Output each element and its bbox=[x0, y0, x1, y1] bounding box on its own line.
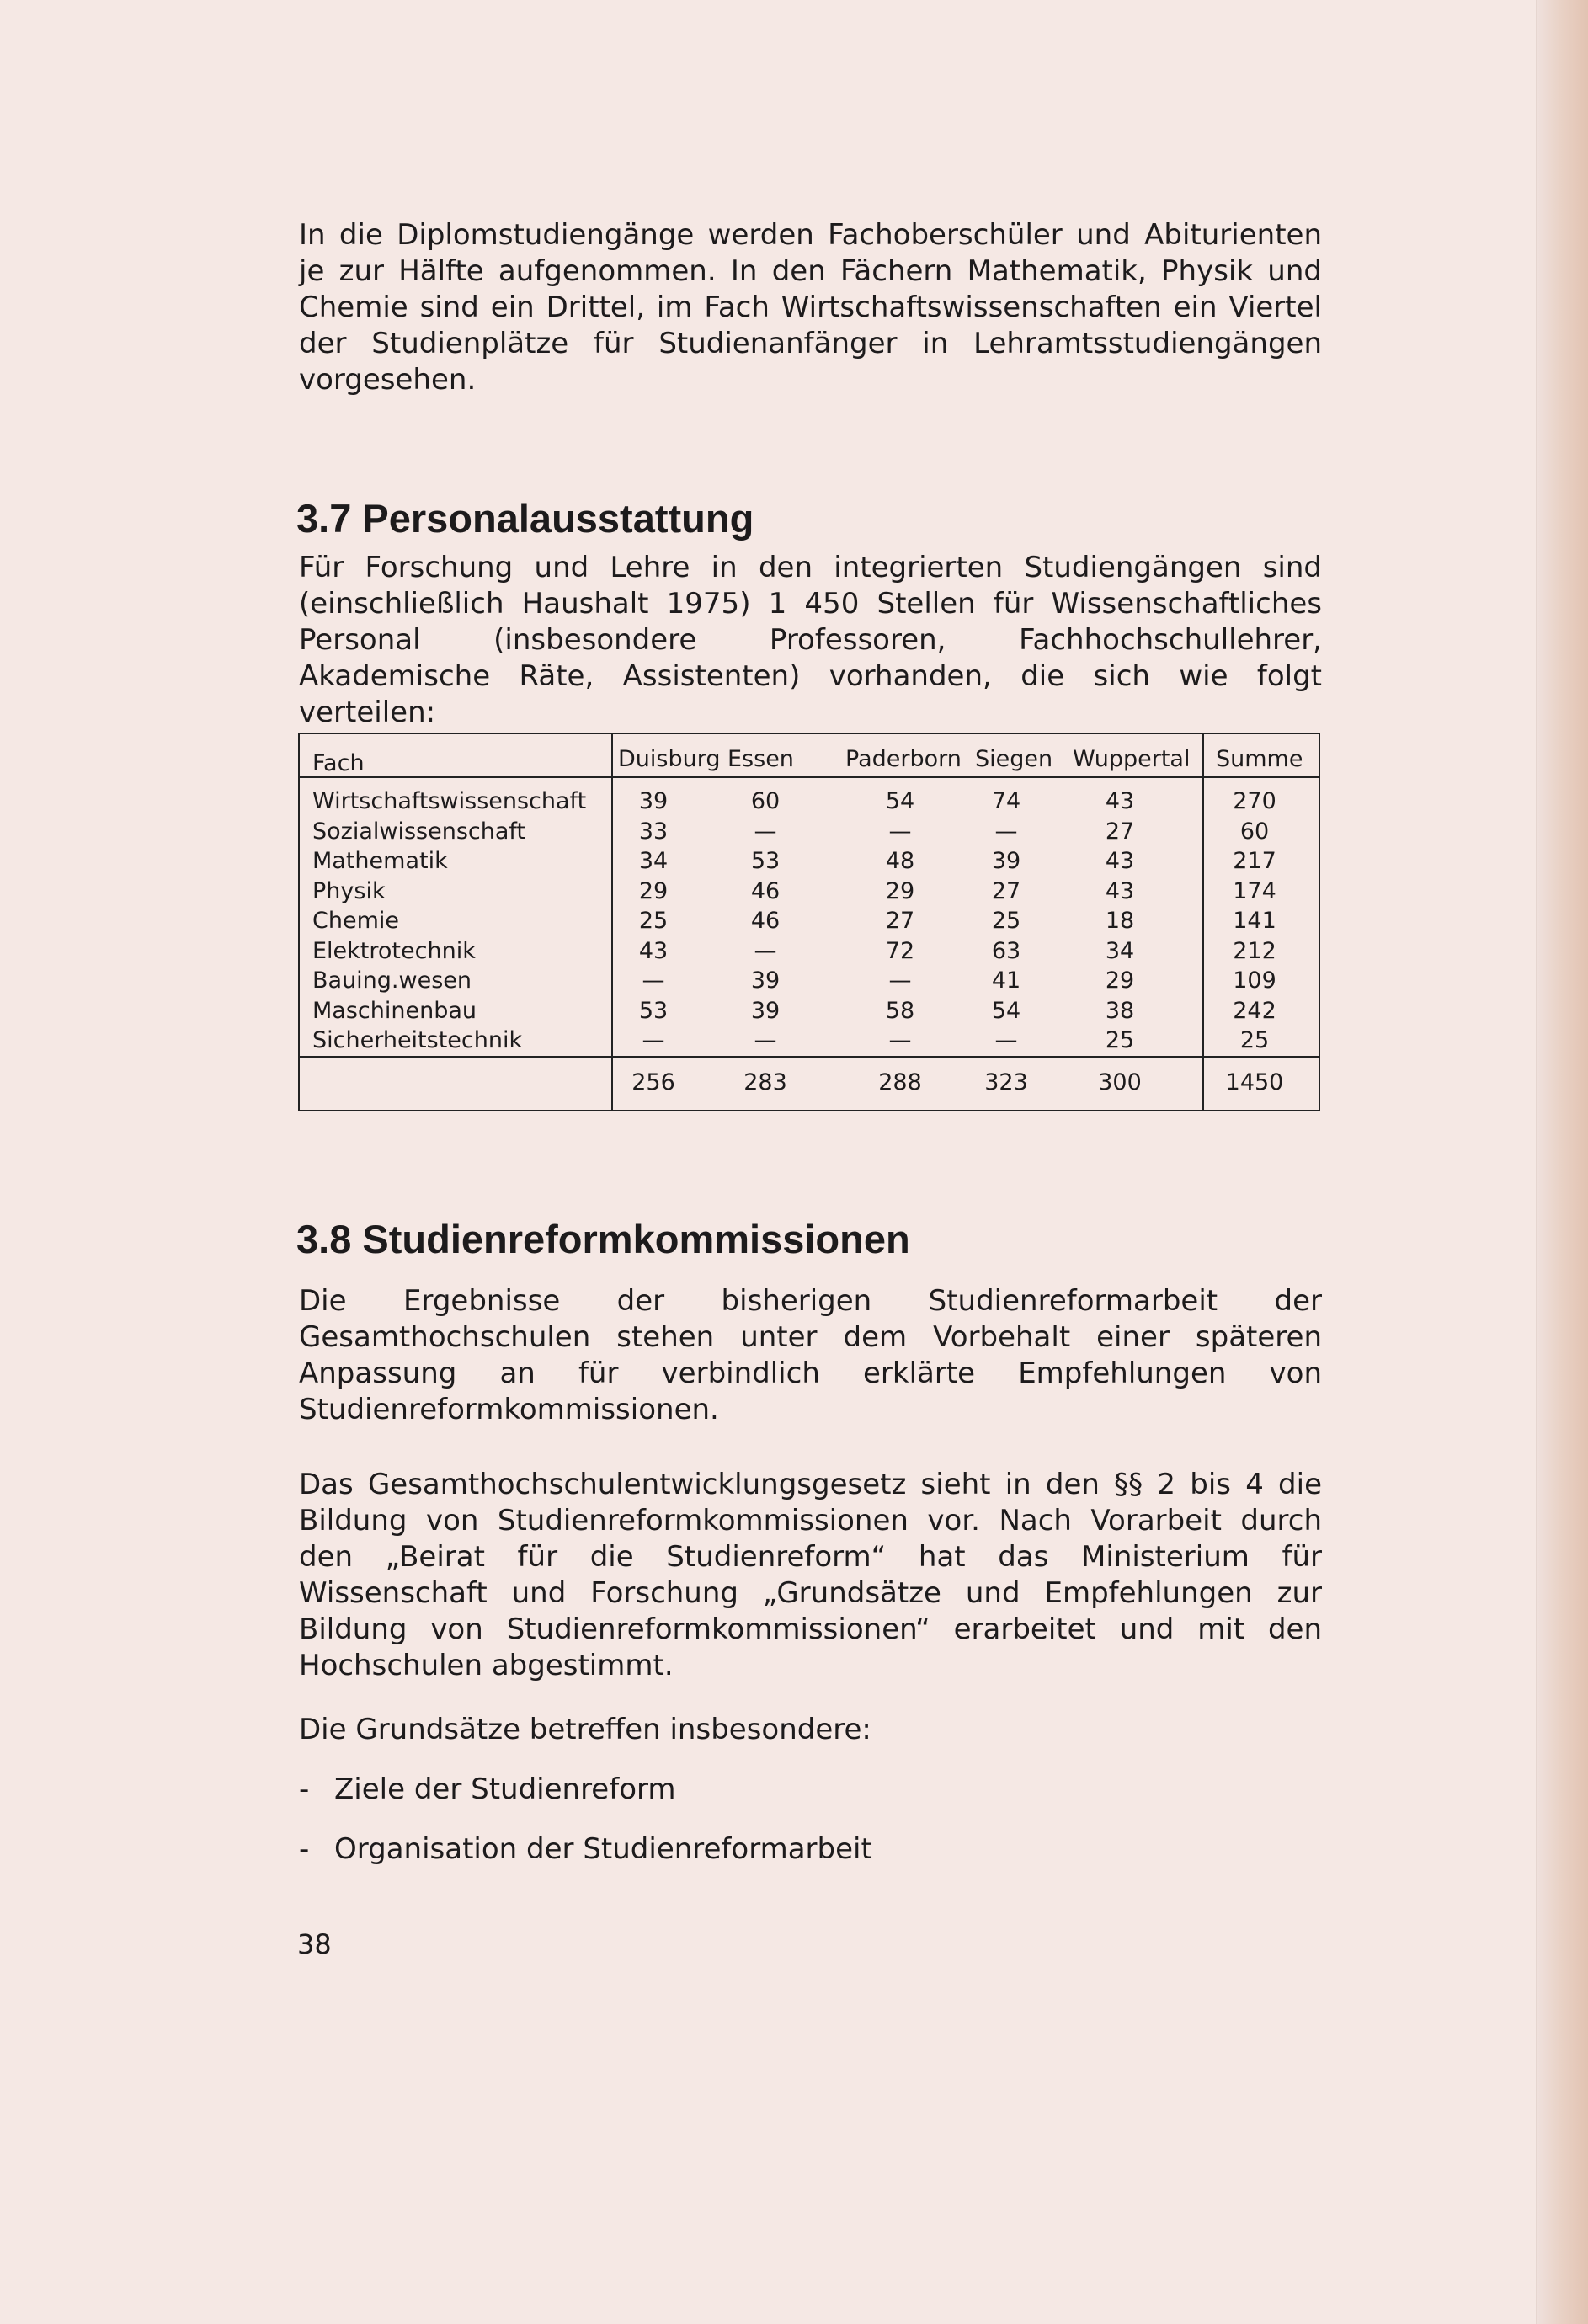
bullet-item bbox=[299, 1831, 872, 1868]
header-summe: Summe bbox=[1216, 746, 1303, 772]
cell-summe: 141 bbox=[1233, 908, 1276, 934]
cell-essen: 60 bbox=[750, 788, 781, 814]
cell-wuppertal: 25 bbox=[1105, 1027, 1135, 1053]
cell-fach: Sozialwissenschaft bbox=[312, 818, 526, 845]
cell-paderborn: 29 bbox=[885, 877, 915, 904]
heading-studienreformkommissionen: 3.8 Studienreformkommissionen bbox=[296, 1217, 910, 1261]
bullet-marker: - bbox=[299, 1772, 310, 1806]
bullet-item bbox=[299, 1772, 676, 1808]
cell-paderborn: 58 bbox=[885, 997, 915, 1024]
cell-fach: Maschinenbau bbox=[312, 997, 477, 1024]
cell-summe: 25 bbox=[1239, 1027, 1270, 1053]
bullet-text: Organisation der Studienreformarbeit bbox=[334, 1832, 872, 1866]
reform-paragraph-1: Die Ergebnisse der bisherigen Studienreformarbeit der Gesamthochschulen stehen unter dem Vorbehalt einer späteren Anpassung an für verbindlich erklärte Empfehlungen von Studienreformkommissionen. bbox=[299, 1284, 1322, 1426]
cell-fach: Mathematik bbox=[312, 848, 448, 874]
cell-essen: 39 bbox=[750, 997, 781, 1024]
total-summe: 1450 bbox=[1225, 1069, 1284, 1095]
cell-duisburg: — bbox=[642, 1027, 665, 1053]
cell-siegen: 39 bbox=[991, 848, 1021, 874]
header-paderborn: Paderborn bbox=[845, 746, 962, 772]
cell-wuppertal: 29 bbox=[1105, 967, 1135, 994]
cell-paderborn: — bbox=[888, 967, 912, 994]
cell-wuppertal: 27 bbox=[1105, 818, 1135, 845]
personal-paragraph: Für Forschung und Lehre in den integrierten Studiengängen sind (einschließlich Haushalt 1975) 1 450 Stellen für Wissenschaftliches Personal (insbesondere Professoren, Fachhochschullehrer, Akademische Räte, Assistenten) vorhanden, die sich wie folgt verteilen: bbox=[299, 551, 1322, 729]
page-edge bbox=[1536, 0, 1588, 2324]
table-row bbox=[300, 906, 1319, 936]
table-row bbox=[300, 817, 1319, 847]
total-duisburg: 256 bbox=[631, 1069, 675, 1095]
intro-paragraph: In die Diplomstudiengänge werden Fachoberschüler und Abiturienten je zur Hälfte aufgenommen. In den Fächern Mathematik, Physik und Chemie sind ein Drittel, im Fach Wirtschaftswissenschaften ein Viertel der Studienplätze für Studienanfänger in Lehramtsstudiengängen vorgesehen. bbox=[299, 218, 1322, 397]
cell-fach: Elektrotechnik bbox=[312, 937, 476, 964]
cell-duisburg: 53 bbox=[638, 997, 669, 1024]
cell-summe: 270 bbox=[1233, 788, 1276, 814]
cell-paderborn: 54 bbox=[885, 788, 915, 814]
cell-duisburg: 25 bbox=[638, 908, 669, 934]
cell-essen: — bbox=[754, 1027, 777, 1053]
cell-wuppertal: 38 bbox=[1105, 997, 1135, 1024]
table-divider bbox=[300, 1056, 1319, 1058]
cell-essen: — bbox=[754, 818, 777, 845]
cell-summe: 174 bbox=[1233, 877, 1276, 904]
cell-siegen: 63 bbox=[991, 937, 1021, 964]
cell-essen: — bbox=[754, 937, 777, 964]
cell-siegen: 25 bbox=[991, 908, 1021, 934]
total-wuppertal: 300 bbox=[1098, 1069, 1142, 1095]
total-paderborn: 288 bbox=[878, 1069, 922, 1095]
staff-table bbox=[298, 733, 1320, 1111]
cell-wuppertal: 43 bbox=[1105, 877, 1135, 904]
header-wuppertal: Wuppertal bbox=[1073, 746, 1191, 772]
table-row bbox=[300, 996, 1319, 1026]
cell-siegen: 54 bbox=[991, 997, 1021, 1024]
cell-fach: Physik bbox=[312, 877, 386, 904]
cell-summe: 109 bbox=[1233, 967, 1276, 994]
cell-siegen: 74 bbox=[991, 788, 1021, 814]
header-fach: Fach bbox=[312, 750, 365, 776]
cell-wuppertal: 34 bbox=[1105, 937, 1135, 964]
total-siegen: 323 bbox=[984, 1069, 1028, 1095]
cell-summe: 60 bbox=[1239, 818, 1270, 845]
cell-fach: Sicherheitstechnik bbox=[312, 1027, 523, 1053]
header-essen: Essen bbox=[727, 746, 794, 772]
bullet-text: Ziele der Studienreform bbox=[334, 1772, 676, 1806]
table-row bbox=[300, 966, 1319, 996]
cell-wuppertal: 43 bbox=[1105, 848, 1135, 874]
cell-wuppertal: 43 bbox=[1105, 788, 1135, 814]
cell-essen: 46 bbox=[750, 877, 781, 904]
cell-siegen: — bbox=[994, 818, 1018, 845]
reform-paragraph-2: Das Gesamthochschulentwicklungsgesetz sieht in den §§ 2 bis 4 die Bildung von Studienreformkommissionen vor. Nach Vorarbeit durch den „Beirat für die Studienreform“ hat das Ministerium für Wissenschaft und Forschung „Grundsätze und Empfehlungen zur Bildung von Studienreformkommissionen“ erarbeitet und mit den Hochschulen abgestimmt. bbox=[299, 1468, 1322, 1682]
cell-duisburg: 33 bbox=[638, 818, 669, 845]
cell-siegen: 27 bbox=[991, 877, 1021, 904]
cell-essen: 39 bbox=[750, 967, 781, 994]
cell-fach: Chemie bbox=[312, 908, 399, 934]
page-number: 38 bbox=[297, 1928, 332, 1960]
bullet-marker: - bbox=[299, 1832, 310, 1866]
cell-paderborn: 72 bbox=[885, 937, 915, 964]
cell-duisburg: — bbox=[642, 967, 665, 994]
table-row bbox=[300, 877, 1319, 907]
table-row bbox=[300, 1026, 1319, 1056]
table-row bbox=[300, 936, 1319, 967]
cell-siegen: — bbox=[994, 1027, 1018, 1053]
cell-paderborn: 27 bbox=[885, 908, 915, 934]
cell-summe: 212 bbox=[1233, 937, 1276, 964]
cell-essen: 53 bbox=[750, 848, 781, 874]
cell-duisburg: 29 bbox=[638, 877, 669, 904]
header-siegen: Siegen bbox=[975, 746, 1053, 772]
cell-essen: 46 bbox=[750, 908, 781, 934]
table-body bbox=[300, 786, 1319, 1056]
cell-summe: 242 bbox=[1233, 997, 1276, 1024]
table-divider bbox=[300, 776, 1319, 778]
cell-duisburg: 43 bbox=[638, 937, 669, 964]
cell-siegen: 41 bbox=[991, 967, 1021, 994]
cell-fach: Bauing.wesen bbox=[312, 967, 472, 994]
cell-paderborn: 48 bbox=[885, 848, 915, 874]
cell-paderborn: — bbox=[888, 818, 912, 845]
table-row bbox=[300, 786, 1319, 817]
cell-duisburg: 39 bbox=[638, 788, 669, 814]
table-row bbox=[300, 846, 1319, 877]
cell-wuppertal: 18 bbox=[1105, 908, 1135, 934]
heading-personalausstattung: 3.7 Personalausstattung bbox=[296, 496, 754, 541]
cell-paderborn: — bbox=[888, 1027, 912, 1053]
total-essen: 283 bbox=[743, 1069, 787, 1095]
reform-paragraph-3: Die Grundsätze betreffen insbesondere: bbox=[299, 1713, 871, 1746]
cell-duisburg: 34 bbox=[638, 848, 669, 874]
cell-fach: Wirtschaftswissenschaft bbox=[312, 788, 587, 814]
table-totals-row bbox=[300, 1058, 1319, 1107]
header-duisburg: Duisburg bbox=[618, 746, 721, 772]
cell-summe: 217 bbox=[1233, 848, 1276, 874]
